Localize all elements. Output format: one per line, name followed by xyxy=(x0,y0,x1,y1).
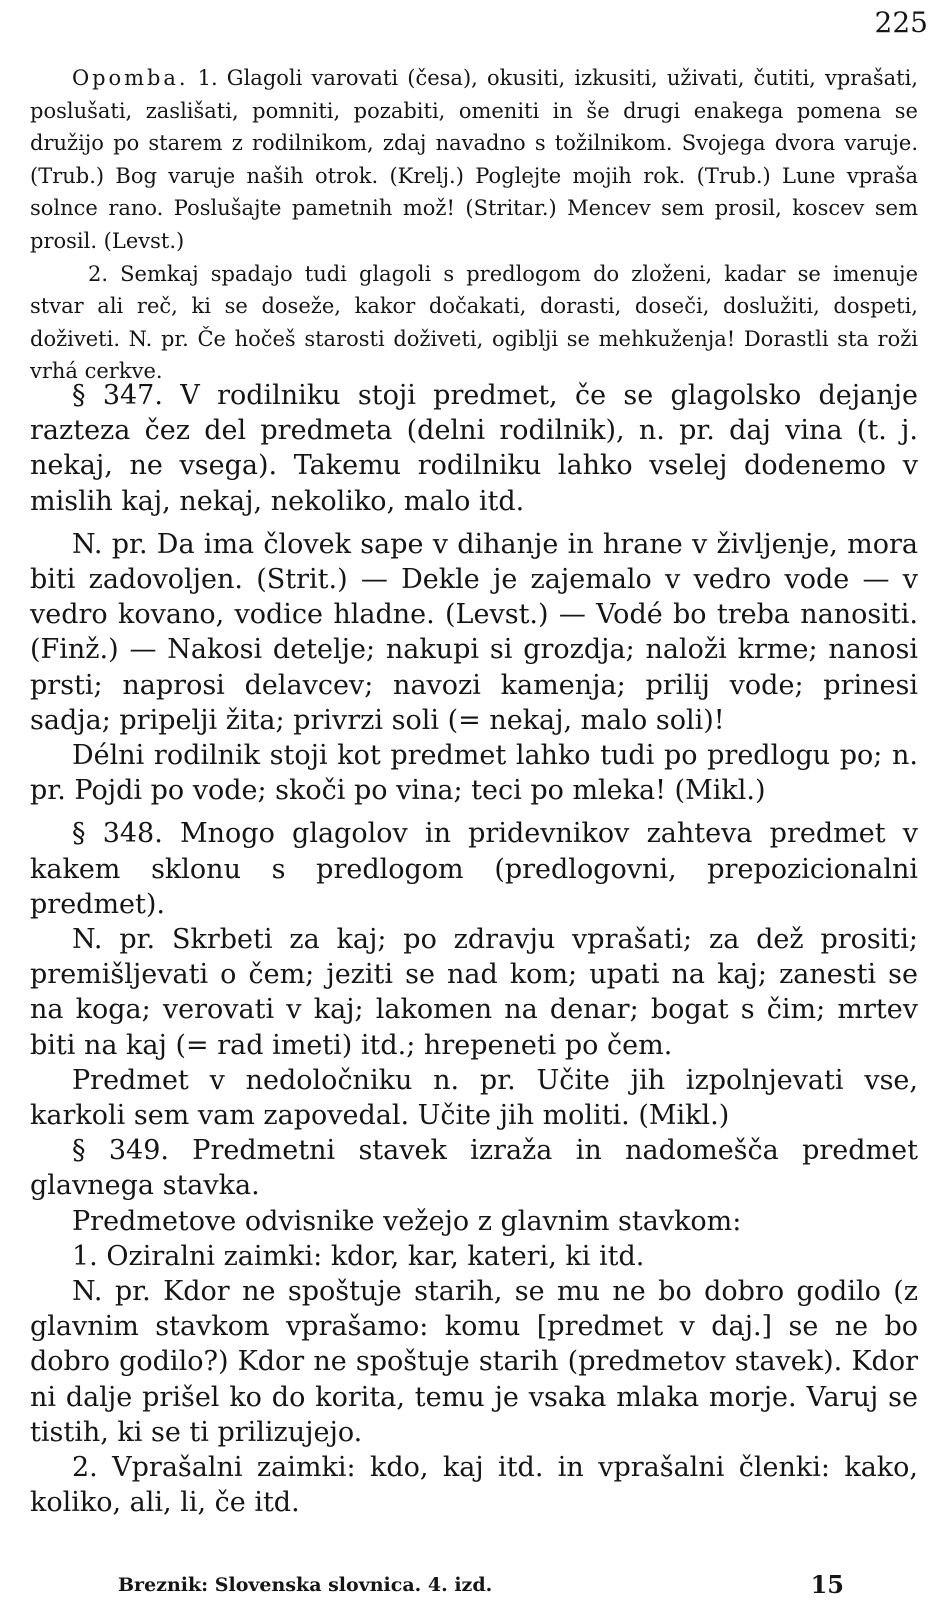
footnote-block xyxy=(30,62,918,388)
page-number: 225 xyxy=(874,6,928,39)
paragraph-349-interrogative: 2. Vprašalni zaimki: kdo, kaj itd. in vprašalni členki: kako, koliko, ali, li, če itd. xyxy=(30,1452,918,1519)
footer-text: Breznik: Slovenska slovnica. 4. izd. xyxy=(118,1574,493,1596)
paragraph-349-intro: Predmetove odvisnike vežejo z glavnim stavkom: xyxy=(72,1205,742,1237)
paragraph-347-po: Délni rodilnik stoji kot predmet lahko tudi po predlogu po; n. pr. Pojdi po vode; skoči po vina; teci po mleka! (Mikl.) xyxy=(30,740,918,807)
note-paragraph-1 xyxy=(30,62,918,258)
note-text-1: 1. Glagoli varovati (česa), okusiti, izkusiti, uživati, čutiti, vprašati, poslušati, zaslišati, pomniti, pozabiti, omeniti in še drugi enakega pomena se družijo po starem z rodilnikom, zdaj navadno s tožilnikom. Svojega dvora varuje. (Trub.) Bog varuje naših otrok. (Krelj.) Poglejte mojih rok. (Trub.) Lune vpraša solnce rano. Poslušajte pametnih mož! (Stritar.) Mencev sem prosil, koscev sem prosil. (Levst.) xyxy=(30,66,918,253)
paragraph-349-relative: 1. Oziralni zaimki: kdor, kar, kateri, ki itd. xyxy=(72,1240,645,1272)
note-paragraph-2: 2. Semkaj spadajo tudi glagoli s predlogom do zloženi, kadar se imenuje stvar ali reč, ki se doseže, kakor dočakati, dorasti, doseči, doslužiti, dospeti, doživeti. N. pr. Če hočeš starosti doživeti, ogiblji se mehkuženja! Dorastli sta roži vrhá cerkve. xyxy=(30,261,918,384)
main-text xyxy=(30,378,918,1521)
paragraph-348-infinitive: Predmet v nedoločniku n. pr. Učite jih izpolnjevati vse, karkoli sem vam zapovedal. Učite jih moliti. (Mikl.) xyxy=(30,1064,918,1132)
paragraph-348-examples: N. pr. Skrbeti za kaj; po zdravju vprašati; za dež prositi; premišljevati o čem; jeziti se nad kom; upati na kaj; zanesti se na koga; verovati v kaj; lakomen na denar; bogat s čim; mrtev biti na kaj (= rad imeti) itd.; hrepeneti po čem. xyxy=(30,924,918,1061)
section-347: § 347. V rodilniku stoji predmet, če se glagolsko dejanje razteza čez del predmeta (delni rodilnik), n. pr. daj vina (t. j. nekaj, ne vsega). Takemu rodilniku lahko vselej dodenemo v mislih kaj, nekaj, nekoliko, malo itd. xyxy=(30,380,918,517)
paragraph-347-examples: N. pr. Da ima človek sape v dihanje in hrane v življenje, mora biti zadovoljen. (Strit.) — Dekle je zajemalo v vedro vode — v vedro kovano, vodice hladne. (Levst.) — Vodé bo treba nanositi. (Finž.) — Nakosi detelje; nakupi si grozdja; naloži krme; nanosi prsti; naprosi delavcev; navozi kamenja; prilij vode; prinesi sadja; pripelji žita; privrzi soli (= nekaj, malo soli)! xyxy=(30,528,918,736)
note-lead: Opomba. xyxy=(72,66,189,90)
paragraph-349-examples: N. pr. Kdor ne spoštuje starih, se mu ne bo dobro godilo (z glavnim stavkom vprašamo: komu [predmet v daj.] se ne bo dobro godilo?) Kdor ne spoštuje starih (predmetov stavek). Kdor ni dalje prišel ko do korita, temu je vsaka mlaka morje. Varuj se tistih, ki se ti prilizujejo. xyxy=(30,1276,918,1448)
signature-mark: 15 xyxy=(810,1570,844,1599)
section-348: § 348. Mnogo glagolov in pridevnikov zahteva predmet v kakem sklonu s predlogom (predlogovni, prepozicionalni predmet). xyxy=(30,818,918,920)
section-349: § 349. Predmetni stavek izraža in nadomešča predmet glavnega stavka. xyxy=(30,1135,918,1202)
